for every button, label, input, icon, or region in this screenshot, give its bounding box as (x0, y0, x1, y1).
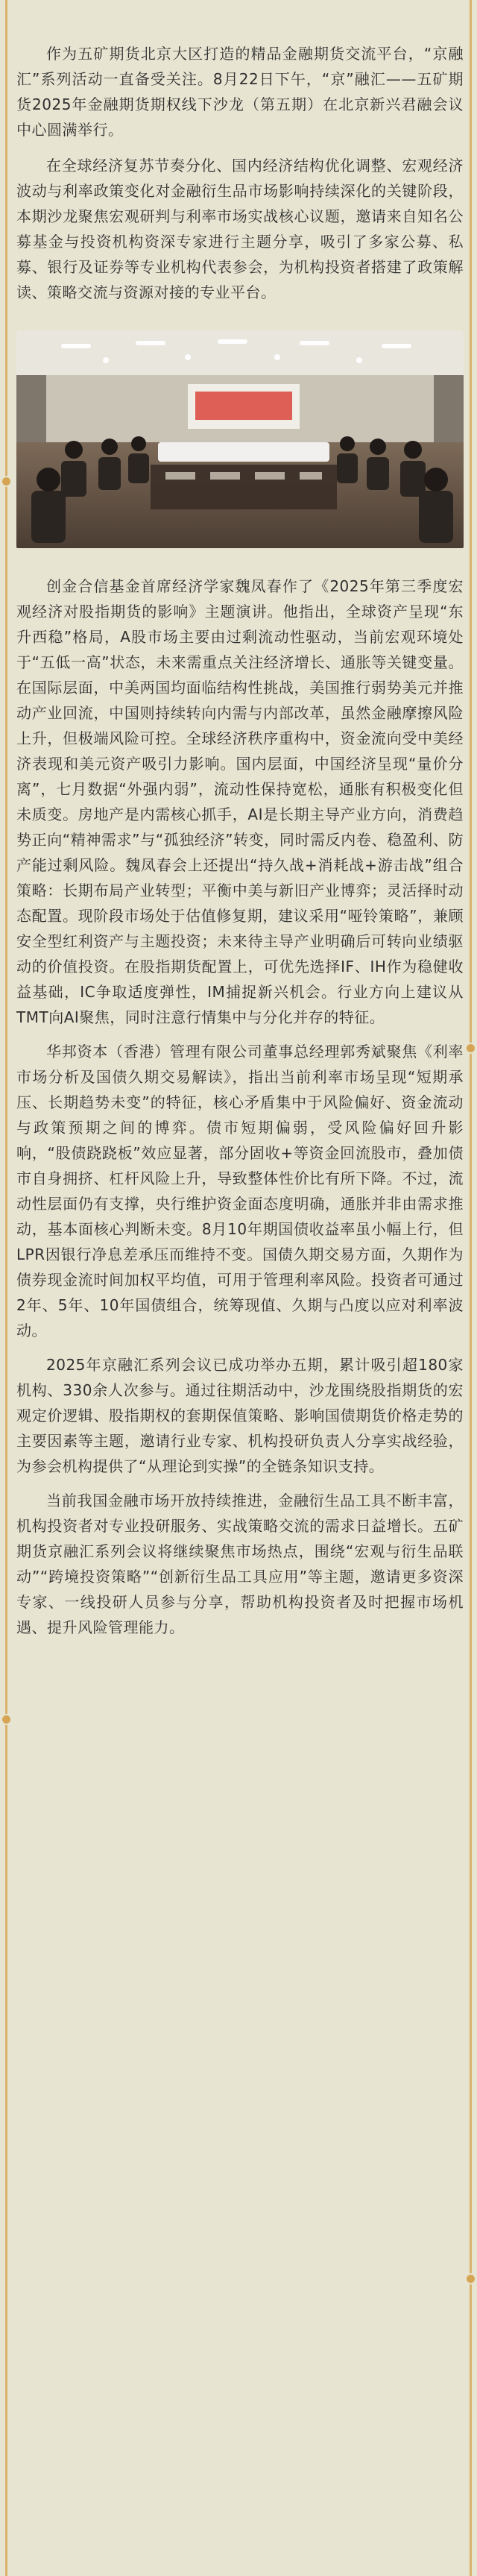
rail-dot-icon (2, 1715, 10, 1724)
rail-dot-icon (2, 477, 10, 486)
intro-paragraph: 作为五矿期货北京大区打造的精品金融期货交流平台，“京融汇”系列活动一直备受关注。8月22日下午，“京”融汇——五矿期货2025年金融期货期权线下沙龙（第五期）在北京新兴君融会议中心圆满举行。 (16, 45, 464, 139)
body-paragraph: 创金合信基金首席经济学家魏凤春作了《2025年第三季度宏观经济对股指期货的影响》主题演讲。他指出，全球资产呈现“东升西稳”格局，A股市场主要由过剩流动性驱动，当前宏观环境处于“五低一高”状态，未来需重点关注经济增长、通胀等关键变量。在国际层面，中美两国均面临结构性挑战，美国推行弱势美元并推动产业回流，中国则持续转向内需与内部改革，虽然金融摩擦风险上升，但极端风险可控。全球经济秩序重构中，资金流向受中美经济表现和美元资产吸引力影响。国内层面，中国经济呈现“量价分离”，七月数据“外强内弱”，流动性保持宽松，通胀有积极变化但未质变。房地产是内需核心抓手，AI是长期主导产业方向，消费趋势正向“精神需求”与“孤独经济”转变，同时需反内卷、稳盈利、防产能过剩风险。魏凤春会上还提出“持久战+消耗战+游击战”组合策略：长期布局产业转型；平衡中美与新旧产业博弈；灵活择时动态配置。现阶段市场处于估值修复期，建议采用“哑铃策略”，兼顾安全型红利资产与主题投资；未来待主导产业明确后可转向业绩驱动的价值投资。在股指期货配置上，可优先选择IF、IH作为稳健收益基础，IC争取适度弹性，IM捕捉新兴机会。行业方向上建议从TMT向AI聚焦，同时注意行情集中与分化并存的特征。 (16, 577, 464, 1026)
intro-section (16, 0, 464, 305)
body-section (16, 574, 464, 1640)
event-photo (16, 330, 464, 548)
body-paragraph: 当前我国金融市场开放持续推进，金融衍生品工具不断丰富，机构投资者对专业投研服务、实战策略交流的需求日益增长。五矿期货京融汇系列会议将继续聚焦市场热点，围绕“宏观与衍生品联动”“跨境投资策略”“创新衍生品工具应用”等主题，邀请更多资深专家、一线投研人员参与分享，帮助机构投资者及时把握市场机遇、提升风险管理能力。 (16, 1492, 464, 1636)
body-paragraph: 华邦资本（香港）管理有限公司董事总经理郭秀斌聚焦《利率市场分析及国债久期交易解读》，指出当前利率市场呈现“短期承压、长期趋势未变”的特征，核心矛盾集中于风险偏好、资金流动与政策预期之间的博弈。债市短期偏弱，受风险偏好回升影响，“股债跷跷板”效应显著，部分固收+等资金回流股市，叠加债市自身拥挤、杠杆风险上升，导致整体性价比有所下降。不过，流动性层面仍有支撑，央行维护资金面态度明确，通胀并非由需求推动，基本面核心判断未变。8月10年期国债收益率虽小幅上行，但LPR因银行净息差承压而维持不变。国债久期交易方面，久期作为债券现金流时间加权平均值，可用于管理利率风险。投资者可通过2年、5年、10年国债组合，统筹现值、久期与凸度以应对利率波动。 (16, 1043, 464, 1339)
left-decorative-rail (5, 0, 7, 2576)
intro-paragraph: 在全球经济复苏节奏分化、国内经济结构优化调整、宏观经济波动与利率政策变化对金融衍生品市场影响持续深化的关键阶段，本期沙龙聚焦宏观研判与利率市场实战核心议题，邀请来自知名公募基金与投资机构资深专家进行主题分享，吸引了多家公募、私募、银行及证券等专业机构代表参会，为机构投资者搭建了政策解读、策略交流与资源对接的专业平台。 (16, 157, 464, 301)
right-decorative-rail (470, 0, 472, 2576)
rail-dot-icon (467, 1044, 475, 1052)
event-photo-illustration (16, 330, 464, 548)
body-paragraph: 2025年京融汇系列会议已成功举办五期，累计吸引超180家机构、330余人次参与。通过往期活动中，沙龙围绕股指期货的宏观定价逻辑、股指期权的套期保值策略、影响国债期货价格走势的主要因素等主题，邀请行业专家、机构投研负责人分享实战经验，为参会机构提供了“从理论到实操”的全链条知识支持。 (16, 1356, 464, 1475)
rail-dot-icon (467, 2275, 475, 2283)
